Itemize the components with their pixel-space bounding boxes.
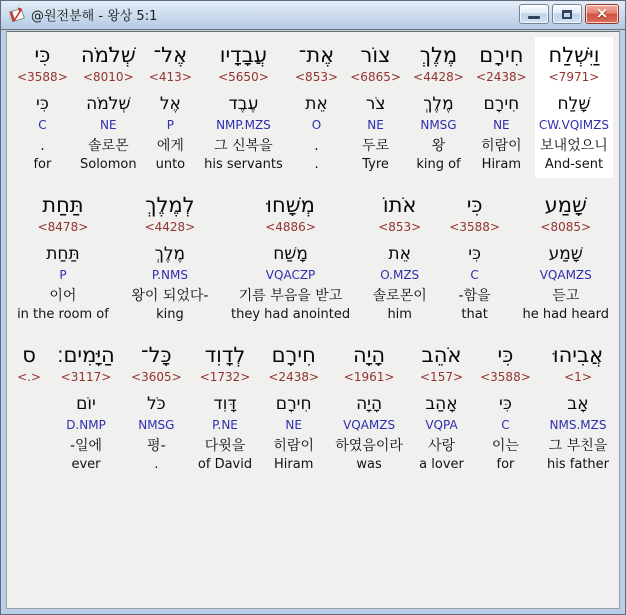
english-gloss: . bbox=[154, 457, 159, 472]
word-entry[interactable] bbox=[409, 37, 468, 178]
hebrew-lemma: צֹר bbox=[365, 94, 386, 114]
word-entry[interactable] bbox=[13, 37, 72, 178]
english-gloss: in the room of bbox=[17, 307, 109, 322]
hebrew-word: צוֹר bbox=[360, 43, 391, 67]
hebrew-word: אֹתוֹ bbox=[382, 193, 417, 217]
hebrew-lemma: כִּי bbox=[499, 394, 512, 414]
korean-gloss: 다윗을 bbox=[204, 438, 246, 454]
strong-number: <3605> bbox=[131, 370, 182, 384]
word-entry[interactable] bbox=[415, 337, 468, 478]
parsing-code: C bbox=[38, 118, 47, 132]
hebrew-word: ס bbox=[22, 343, 36, 367]
hebrew-lemma: הָיָה bbox=[356, 394, 383, 414]
korean-gloss: 히람이 bbox=[481, 138, 522, 154]
word-entry[interactable] bbox=[127, 187, 212, 328]
parsing-code: NE bbox=[100, 118, 117, 132]
english-gloss: . bbox=[314, 157, 319, 172]
bible-book-icon bbox=[8, 6, 26, 23]
window-title: @원전분해 - 왕상 5:1 bbox=[31, 9, 158, 24]
hebrew-word: כָּל־ bbox=[141, 343, 172, 367]
english-gloss: his father bbox=[547, 457, 609, 472]
korean-gloss: 사랑 bbox=[427, 438, 456, 454]
parsing-code: CW.VQIMZS bbox=[538, 118, 609, 132]
english-gloss: that bbox=[461, 307, 488, 322]
hebrew-lemma: תַּחַת bbox=[46, 244, 80, 264]
hebrew-lemma: כִּי bbox=[36, 94, 49, 114]
word-entry[interactable] bbox=[331, 337, 407, 478]
strong-number: <5650> bbox=[218, 70, 269, 84]
hebrew-lemma: שְׁלֹמֹה bbox=[86, 94, 131, 114]
strong-number: <3117> bbox=[60, 370, 112, 384]
parsing-code: VQAMZS bbox=[343, 418, 396, 432]
parsing-code: NMSG bbox=[138, 418, 175, 432]
word-entry[interactable] bbox=[535, 37, 613, 178]
english-gloss: Solomon bbox=[79, 157, 137, 172]
hebrew-word: הַיָּמִים׃ bbox=[57, 343, 115, 367]
english-gloss: king of bbox=[416, 157, 461, 172]
minimize-icon bbox=[528, 16, 540, 19]
strong-number: <3588> bbox=[17, 70, 68, 84]
korean-gloss: 그 신복을 bbox=[214, 138, 273, 154]
strong-number: <6865> bbox=[350, 70, 401, 84]
word-entry[interactable] bbox=[145, 37, 196, 178]
hebrew-lemma: אֵת bbox=[388, 244, 411, 264]
korean-gloss: 히람이 bbox=[273, 438, 314, 454]
english-gloss: Tyre bbox=[362, 157, 389, 172]
hebrew-word: חִירָם bbox=[271, 343, 316, 367]
parsing-code bbox=[17, 418, 41, 433]
strong-number: <1732> bbox=[199, 370, 251, 384]
hebrew-lemma: מָשַׁח bbox=[273, 244, 308, 264]
word-entry[interactable] bbox=[291, 37, 342, 178]
hebrew-lemma: מֶלֶךְ bbox=[154, 244, 186, 264]
hebrew-lemma: מֶלֶךְ bbox=[423, 94, 454, 114]
word-entry[interactable] bbox=[472, 37, 531, 178]
korean-gloss: 기름 부음을 받고 bbox=[238, 288, 343, 304]
strong-number: <853> bbox=[378, 220, 422, 234]
verse-row bbox=[13, 187, 613, 328]
korean-gloss: 솔로몬 bbox=[88, 138, 129, 154]
parsing-code: NMP.MZS bbox=[216, 118, 271, 132]
parsing-code: C bbox=[501, 418, 510, 432]
hebrew-word: אֶל־ bbox=[153, 43, 188, 67]
english-gloss: of David bbox=[197, 457, 253, 472]
parsing-code: NMSG bbox=[420, 118, 457, 132]
word-entry[interactable] bbox=[369, 187, 431, 328]
parsing-code: P.NMS bbox=[151, 268, 188, 282]
strong-number: <4428> bbox=[413, 70, 464, 84]
hebrew-word: כִּי bbox=[497, 343, 514, 367]
strong-number: <3588> bbox=[480, 370, 531, 384]
korean-gloss bbox=[17, 436, 41, 456]
korean-gloss: -일에 bbox=[69, 438, 103, 454]
word-entry[interactable] bbox=[543, 337, 613, 478]
hebrew-word: שָׁמַע bbox=[544, 193, 587, 217]
word-entry[interactable] bbox=[76, 37, 141, 178]
english-gloss: for bbox=[33, 157, 52, 172]
english-gloss: unto bbox=[155, 157, 186, 172]
parsing-code: O bbox=[311, 118, 322, 132]
parsing-code: VQPA bbox=[425, 418, 458, 432]
korean-gloss: . bbox=[40, 138, 45, 154]
word-entry[interactable] bbox=[13, 187, 113, 328]
hebrew-lemma: כִּי bbox=[468, 244, 481, 264]
word-entry[interactable] bbox=[264, 337, 323, 478]
korean-gloss: 에게 bbox=[156, 138, 184, 154]
korean-gloss: 이는 bbox=[491, 438, 519, 454]
hebrew-lemma: אָהַב bbox=[425, 394, 458, 414]
korean-gloss: 하였음이라 bbox=[335, 438, 403, 454]
strong-number: <157> bbox=[420, 370, 464, 384]
parsing-code: C bbox=[470, 268, 479, 282]
word-entry[interactable] bbox=[194, 337, 256, 478]
strong-number: <8085> bbox=[540, 220, 592, 234]
maximize-icon bbox=[562, 10, 572, 19]
parsing-code: NE bbox=[285, 418, 302, 432]
parsing-code: NE bbox=[367, 118, 384, 132]
maximize-button[interactable] bbox=[552, 4, 582, 24]
english-gloss: they had anointed bbox=[231, 307, 351, 322]
korean-gloss: 왕 bbox=[431, 138, 446, 154]
strong-number: <853> bbox=[295, 70, 339, 84]
word-entry[interactable] bbox=[53, 337, 119, 478]
parsing-code: P bbox=[59, 268, 67, 282]
hebrew-word: לְמֶלֶךְ bbox=[145, 193, 195, 217]
strong-number: <1> bbox=[564, 370, 592, 384]
hebrew-lemma: אֶל bbox=[159, 94, 181, 114]
parsing-code: NMS.MZS bbox=[549, 418, 607, 432]
english-gloss: his servants bbox=[204, 157, 283, 172]
parsing-code: O.MZS bbox=[380, 268, 420, 282]
hebrew-lemma bbox=[17, 390, 41, 418]
hebrew-lemma: יוֹם bbox=[76, 394, 96, 414]
strong-number: <4428> bbox=[144, 220, 196, 234]
hebrew-lemma: אָב bbox=[567, 394, 589, 414]
strong-number: <1961> bbox=[343, 370, 395, 384]
minimize-button[interactable] bbox=[519, 4, 549, 24]
english-gloss: for bbox=[496, 457, 515, 472]
english-gloss: ever bbox=[71, 457, 101, 472]
hebrew-lemma: אֵת bbox=[305, 94, 328, 114]
korean-gloss: 두로 bbox=[362, 138, 390, 154]
english-gloss: him bbox=[387, 307, 412, 322]
parsing-code: VQACZP bbox=[265, 268, 316, 282]
hebrew-word: מְשָׁחוּ bbox=[266, 193, 315, 217]
english-gloss: And-sent bbox=[544, 157, 604, 172]
strong-number: <8478> bbox=[37, 220, 89, 234]
hebrew-lemma: חִירָם bbox=[275, 394, 312, 414]
strong-number: <3588> bbox=[449, 220, 500, 234]
verse-row bbox=[13, 337, 613, 478]
hebrew-word: אֹהֵב bbox=[421, 343, 462, 367]
parsing-code: NE bbox=[493, 118, 510, 132]
korean-gloss: 평- bbox=[147, 438, 166, 454]
hebrew-word: חִירָם bbox=[479, 43, 524, 67]
english-gloss: king bbox=[156, 307, 184, 322]
hebrew-word: אֲבִיהוּ bbox=[552, 343, 604, 367]
close-button[interactable] bbox=[585, 4, 619, 24]
word-entry[interactable] bbox=[200, 37, 287, 178]
strong-number: <.> bbox=[17, 370, 41, 384]
korean-gloss: . bbox=[314, 138, 319, 154]
korean-gloss: 왕이 되었다- bbox=[131, 288, 209, 304]
strong-number: <4886> bbox=[265, 220, 316, 234]
analysis-area bbox=[6, 31, 620, 609]
hebrew-word: וַיִּשְׁלַח bbox=[548, 43, 600, 67]
word-entry[interactable] bbox=[346, 37, 405, 178]
english-gloss: was bbox=[356, 457, 382, 472]
hebrew-word: הָיָה bbox=[353, 343, 386, 367]
strong-number: <8010> bbox=[82, 70, 134, 84]
strong-number: <7971> bbox=[548, 70, 600, 84]
hebrew-word: מֶלֶךְ bbox=[419, 43, 458, 67]
korean-gloss: 보내었으니 bbox=[540, 138, 608, 154]
parsing-code: VQAMZS bbox=[539, 268, 592, 282]
hebrew-word: תַּחַת bbox=[42, 193, 84, 217]
english-gloss: Hiram bbox=[481, 157, 522, 172]
hebrew-lemma: עֶבֶד bbox=[228, 94, 259, 114]
korean-gloss: 그 부친을 bbox=[548, 438, 608, 454]
hebrew-lemma: דָּוִד bbox=[213, 394, 237, 414]
verse-row bbox=[13, 37, 613, 178]
word-entry[interactable] bbox=[227, 187, 354, 328]
word-entry[interactable] bbox=[476, 337, 535, 478]
korean-gloss: 솔로몬이 bbox=[372, 288, 427, 304]
parsing-code: P.NE bbox=[212, 418, 238, 432]
strong-number: <2438> bbox=[476, 70, 527, 84]
hebrew-lemma: חִירָם bbox=[483, 94, 520, 114]
korean-gloss: 듣고 bbox=[552, 288, 580, 304]
hebrew-lemma: כֹּל bbox=[147, 394, 166, 414]
english-gloss: Hiram bbox=[274, 457, 314, 472]
word-entry[interactable] bbox=[127, 337, 186, 478]
hebrew-word: שְׁלֹמֹה bbox=[80, 43, 136, 67]
korean-gloss: -함을 bbox=[458, 288, 491, 304]
hebrew-lemma: שָׁלַח bbox=[557, 94, 591, 114]
hebrew-word: כִּי bbox=[466, 193, 483, 217]
hebrew-word: עֲבָדָיו bbox=[219, 43, 268, 67]
strong-number: <2438> bbox=[268, 370, 320, 384]
strong-number: <413> bbox=[148, 70, 192, 84]
english-gloss: a lover bbox=[419, 457, 464, 472]
english-gloss bbox=[17, 456, 41, 473]
hebrew-word: אֶת־ bbox=[298, 43, 335, 67]
word-entry[interactable] bbox=[445, 187, 504, 328]
window-controls bbox=[519, 4, 619, 24]
korean-gloss: 이어 bbox=[49, 288, 77, 304]
parsing-code: D.NMP bbox=[66, 418, 106, 432]
word-entry[interactable] bbox=[518, 187, 613, 328]
hebrew-lemma: שָׁמַע bbox=[548, 244, 583, 264]
english-gloss: he had heard bbox=[522, 307, 609, 322]
hebrew-word: לְדָוִד bbox=[204, 343, 246, 367]
close-icon: × bbox=[595, 4, 609, 22]
word-entry[interactable] bbox=[13, 337, 45, 478]
title-bar[interactable] bbox=[1, 1, 625, 30]
hebrew-word: כִּי bbox=[34, 43, 51, 67]
parsing-code: P bbox=[166, 118, 174, 132]
